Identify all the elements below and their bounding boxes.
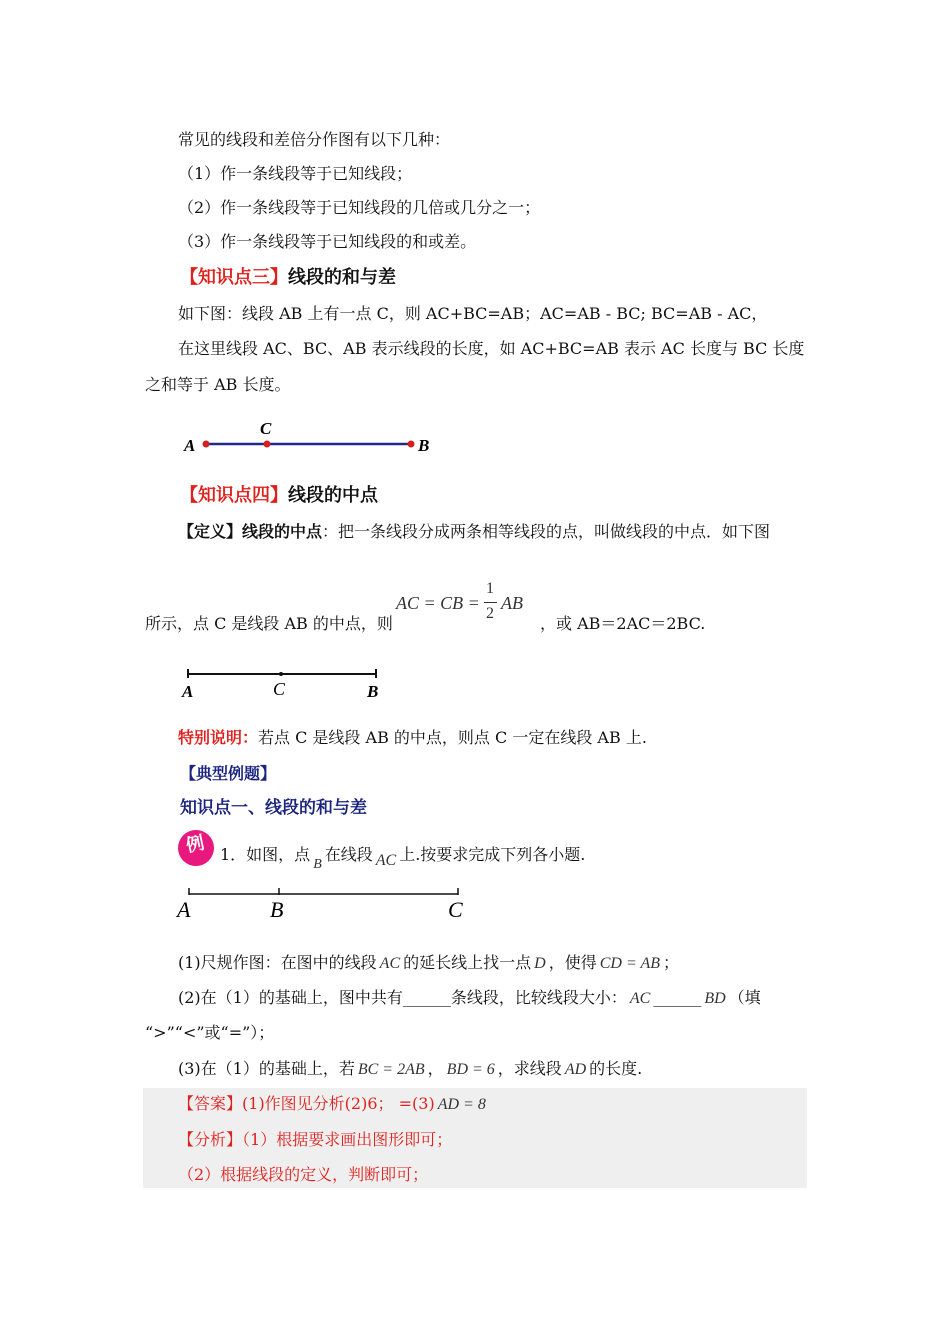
k4-def-text: ：把一条线段分成两条相等线段的点，叫做线段的中点．如下图: [322, 522, 771, 541]
k3-line-2: 在这里线段 AC、BC、AB 表示线段的长度，如 AC+BC=AB 表示 AC 长度与 BC 长度: [178, 339, 805, 358]
ex1-end: 上.按要求完成下列各小题.: [399, 845, 586, 864]
k4-def-term: 线段的中点: [242, 522, 323, 541]
k3-label-a: A: [184, 436, 196, 455]
k4-heading: [180, 485, 378, 507]
question-2-options: “>”“<”或“=”）；: [145, 1023, 275, 1042]
intro-item-3: （3）作一条线段等于已知线段的和或差。: [178, 232, 477, 251]
q2-end: （填: [728, 988, 761, 1007]
k4-line-2-post: ，或 AB＝2AC＝2BC.: [540, 614, 706, 633]
k4-formula-rhs: AB: [501, 593, 523, 613]
examples-subtitle: 知识点一、线段的和与差: [180, 798, 367, 818]
q1-ac: AC: [379, 955, 401, 972]
question-3: [178, 1058, 642, 1081]
k4-label-b: B: [367, 682, 379, 701]
k4-formula-lhs: AC = CB =: [396, 593, 480, 613]
k4-formula-bar: [484, 602, 497, 603]
k3-point-a: [203, 441, 210, 448]
k4-title: 线段的中点: [288, 485, 378, 506]
question-1: [178, 952, 679, 975]
q2-pre: (2)在（1）的基础上，图中共有______条线段，比较线段大小：: [178, 988, 627, 1007]
q1-d: D: [534, 955, 546, 972]
k3-line-3: 之和等于 AB 长度。: [145, 375, 291, 394]
k3-point-b: [408, 441, 415, 448]
k4-label-c: C: [273, 679, 286, 699]
k4-note-text: 若点 C 是线段 AB 的中点，则点 C 一定在线段 AB 上.: [258, 728, 647, 747]
q1-mid: 的延长线上找一点: [403, 953, 532, 972]
k3-point-c: [264, 441, 271, 448]
analysis-label: 【分析】: [178, 1130, 243, 1149]
question-2: [178, 987, 761, 1010]
k3-label-b: B: [418, 436, 430, 455]
q3-pre: (3)在（1）的基础上，若: [178, 1059, 355, 1078]
analysis-line-1: [178, 1129, 452, 1151]
k3-line-1: 如下图：线段 AB 上有一点 C，则 AC+BC=AB；AC=AB - BC; BC=AB - AC，: [178, 304, 768, 323]
q3-post: ，求线段: [497, 1059, 562, 1078]
k4-note: [178, 727, 647, 749]
ex1-segment-figure: [175, 884, 475, 924]
example-badge: 例: [175, 827, 218, 870]
q1-eq: CD = AB: [599, 955, 660, 972]
intro-title: 常见的线段和差倍分作图有以下几种：: [178, 130, 451, 149]
intro-item-1: （1）作一条线段等于已知线段；: [178, 164, 413, 183]
ex1-num: 1．如图，点: [220, 845, 311, 864]
q2-bd: BD: [704, 990, 726, 1007]
k4-line-2-pre: 所示，点 C 是线段 AB 的中点，则: [145, 614, 393, 633]
analysis-text-1: （1）根据要求画出图形即可；: [242, 1130, 453, 1149]
k4-segment-figure: [178, 664, 398, 704]
k3-label-c: C: [260, 419, 272, 438]
ex1-label-a: A: [177, 897, 191, 922]
q1-post: ，使得: [548, 953, 597, 972]
answer-eq: AD = 8: [437, 1096, 486, 1113]
ex1-mid: 在线段: [324, 845, 373, 864]
q3-eq2: BD = 6: [446, 1061, 495, 1078]
k4-def-bracket: 【定义】: [178, 522, 243, 541]
q2-blank[interactable]: ______: [653, 988, 702, 1007]
examples-label: 【典型例题】: [180, 764, 277, 783]
analysis-line-2: （2）根据线段的定义，判断即可；: [178, 1165, 429, 1184]
k4-point-c: [279, 672, 283, 676]
k4-label-a: A: [182, 682, 194, 701]
ex1-point-b: B: [313, 857, 322, 872]
k4-note-label: 特别说明：: [178, 728, 259, 747]
k3-heading: [180, 267, 396, 289]
ex1-label-b: B: [270, 897, 284, 922]
q1-pre: (1)尺规作图：在图中的线段: [178, 953, 377, 972]
k3-segment-figure: [175, 412, 445, 462]
q2-ac: AC: [629, 990, 651, 1007]
answer-label: 【答案】: [178, 1094, 243, 1113]
k4-formula-num: 1: [486, 580, 494, 597]
k4-definition: [178, 521, 770, 543]
example-1-question: [220, 844, 586, 872]
k3-bracket: 【知识点三】: [180, 267, 288, 288]
q3-ad: AD: [564, 1061, 587, 1078]
k4-formula-den: 2: [486, 605, 494, 622]
q1-end: ；: [663, 953, 680, 972]
ex1-label-c: C: [448, 897, 463, 922]
q3-end: 的长度.: [589, 1059, 643, 1078]
answer-line: [178, 1093, 489, 1116]
k3-title: 线段的和与差: [288, 267, 396, 288]
answer-text: (1)作图见分析(2)6； =(3): [242, 1094, 435, 1113]
intro-item-2: （2）作一条线段等于已知线段的几倍或几分之一；: [178, 198, 541, 217]
ex1-segment-ac: AC: [375, 852, 397, 869]
k4-bracket: 【知识点四】: [180, 485, 288, 506]
q3-eq1: BC = 2AB: [357, 1061, 425, 1078]
q3-sep: ，: [427, 1059, 444, 1078]
